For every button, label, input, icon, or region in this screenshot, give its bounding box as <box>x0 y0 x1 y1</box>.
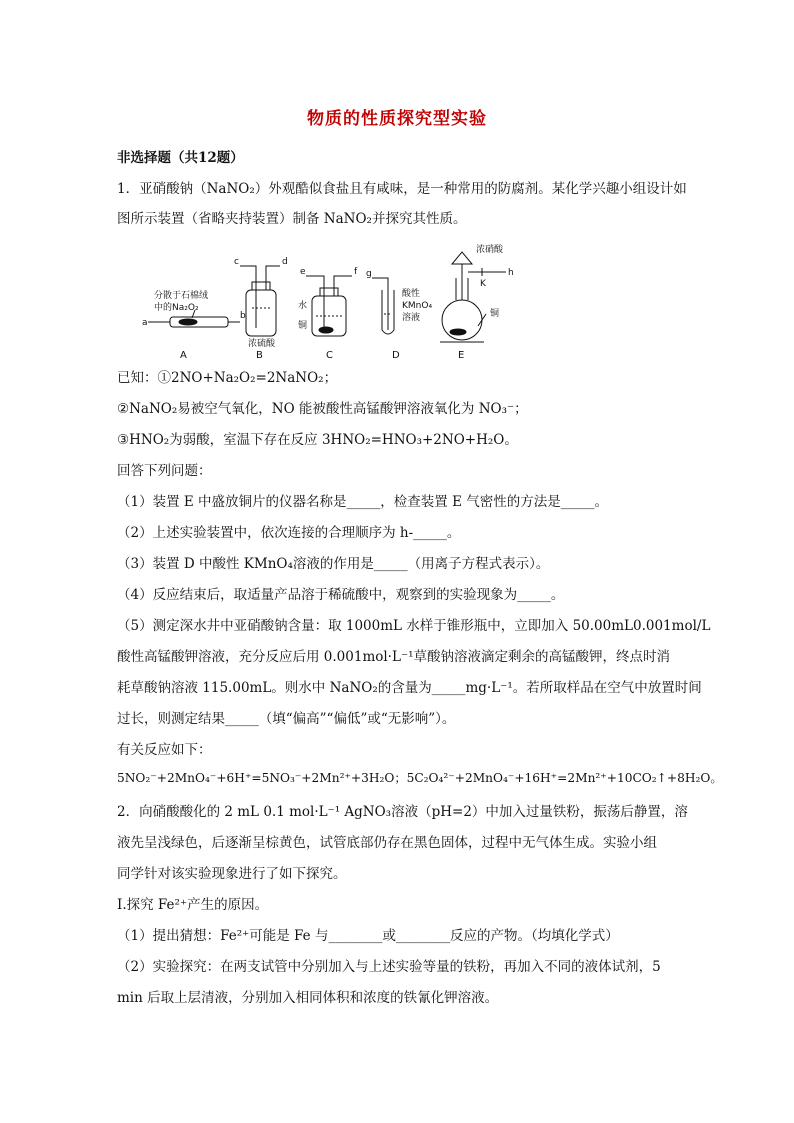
text-line: ③HNO₂为弱酸，室温下存在反应 3HNO₂=HNO₃+2NO+H₂O。 <box>117 432 518 448</box>
caption-a: A <box>180 350 187 358</box>
label-asbestos-1: 分散于石棉绒 <box>154 291 209 301</box>
label-e: e <box>300 267 306 277</box>
label-d: d <box>282 257 288 267</box>
label-f: f <box>354 267 358 277</box>
text-line: 1．亚硝酸钠（NaNO₂）外观酷似食盐且有咸味，是一种常用的防腐剂。某化学兴趣小组设计如 <box>117 181 687 197</box>
question-line: （2）实验探究：在两支试管中分别加入与上述实验等量的铁粉，再加入不同的液体试剂，5 <box>117 959 661 975</box>
text-line: 图所示装置（省略夹持装置）制备 NaNO₂并探究其性质。 <box>117 211 467 227</box>
text-line: 酸性高锰酸钾溶液，充分反应后用 0.001mol·L⁻¹草酸钠溶液滴定剩余的高锰酸钾，终点时消 <box>117 649 670 665</box>
text-line: Ⅰ.探究 Fe²⁺产生的原因。 <box>117 897 269 913</box>
label-hno3: 浓硝酸 <box>476 245 504 255</box>
label-h: h <box>508 268 514 278</box>
text-line: 液先呈浅绿色，后逐渐呈棕黄色，试管底部仍存在黑色固体，过程中无气体生成。实验小组 <box>117 835 657 851</box>
label-water: 水 <box>298 301 308 311</box>
caption-d: D <box>392 350 400 358</box>
caption-c: C <box>326 350 333 358</box>
label-b: b <box>240 311 246 321</box>
apparatus-figure <box>140 238 560 358</box>
text-line: 已知：①2NO+Na₂O₂=2NaNO₂； <box>117 370 338 386</box>
label-a: a <box>142 318 148 328</box>
text-line: 有关反应如下： <box>117 742 212 758</box>
question-line: （1）提出猜想：Fe²⁺可能是 Fe 与________或________反应的产物。（均填化学式） <box>117 928 619 944</box>
question-line: （2）上述实验装置中，依次连接的合理顺序为 h-_____。 <box>117 525 461 541</box>
label-copper-e: 铜 <box>490 309 500 319</box>
label-k: K <box>480 279 486 289</box>
equation-line: 5NO₂⁻+2MnO₄⁻+6H⁺=5NO₃⁻+2Mn²⁺+3H₂O；5C₂O₄²⁻+2MnO₄⁻+16H⁺=2Mn²⁺+10CO₂↑+8H₂O。 <box>117 771 723 785</box>
text-line: ②NaNO₂易被空气氧化，NO 能被酸性高锰酸钾溶液氧化为 NO₃⁻； <box>117 401 528 417</box>
label-g: g <box>366 269 372 279</box>
label-acid-2: KMnO₄ <box>402 301 433 311</box>
page-title: 物质的性质探究型实验 <box>307 109 487 129</box>
caption-e: E <box>458 350 465 358</box>
text-line: 同学针对该实验现象进行了如下探究。 <box>117 866 347 882</box>
label-c: c <box>234 257 239 267</box>
caption-b: B <box>256 350 263 358</box>
question-line: （3）装置 D 中酸性 KMnO₄溶液的作用是_____（用离子方程式表示）。 <box>117 556 550 572</box>
text-line: min 后取上层清液，分别加入相同体积和浓度的铁氰化钾溶液。 <box>117 990 499 1006</box>
label-asbestos-2: 中的Na₂O₂ <box>154 303 199 313</box>
question-line: （4）反应结束后，取适量产品溶于稀硫酸中，观察到的实验现象为_____。 <box>117 587 565 603</box>
label-acid-3: 溶液 <box>402 313 421 323</box>
text-line: 过长，则测定结果_____（填“偏高”“偏低”或“无影响”）。 <box>117 711 456 727</box>
question-line: （1）装置 E 中盛放铜片的仪器名称是_____，检查装置 E 气密性的方法是_____。 <box>117 494 608 510</box>
section-heading: 非选择题（共12题） <box>117 150 244 166</box>
text-line: 2．向硝酸酸化的 2 mL 0.1 mol·L⁻¹ AgNO₃溶液（pH=2）中加入过量铁粉，振荡后静置，溶 <box>117 804 688 820</box>
text-line: 耗草酸钠溶液 115.00mL。则水中 NaNO₂的含量为_____mg·L⁻¹。若所取样品在空气中放置时间 <box>117 680 702 696</box>
label-acid-1: 酸性 <box>402 289 421 299</box>
text-line: 回答下列问题： <box>117 463 212 479</box>
apparatus-diagram <box>140 238 560 358</box>
label-copper-c: 铜 <box>298 321 308 331</box>
label-h2so4: 浓硫酸 <box>248 339 276 349</box>
question-line: （5）测定深水井中亚硝酸钠含量：取 1000mL 水样于锥形瓶中，立即加入 50.00mL0.001mol/L <box>117 618 711 634</box>
